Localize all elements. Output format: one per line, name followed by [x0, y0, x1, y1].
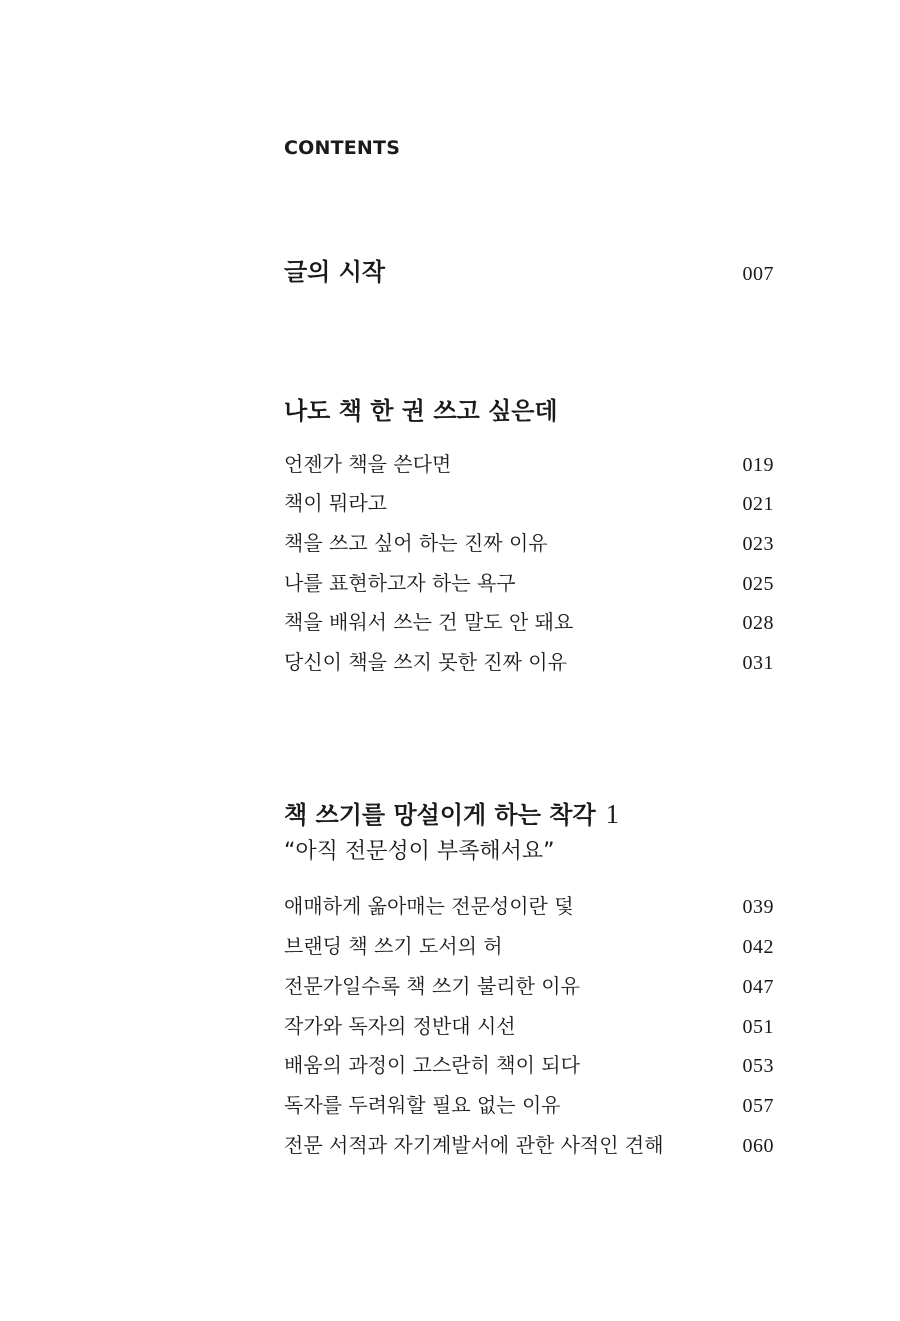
toc-entry-label: 전문가일수록 책 쓰기 불리한 이유 [284, 974, 580, 998]
toc-entry-page: 039 [742, 896, 774, 918]
toc-entry [284, 527, 774, 556]
section2-title: 책 쓰기를 망설이게 하는 착각 [284, 801, 596, 829]
toc-entry-page: 047 [742, 976, 774, 998]
section2-number: 1 [605, 799, 620, 829]
toc-entry-page: 023 [742, 533, 774, 555]
section2-subtitle: “아직 전문성이 부족해서요” [284, 839, 555, 864]
section1-title: 나도 책 한 권 쓰고 싶은데 [284, 397, 558, 425]
contents-heading: CONTENTS [284, 137, 401, 159]
toc-entry [284, 487, 774, 516]
toc-entry-label: 작가와 독자의 정반대 시선 [284, 1014, 516, 1038]
toc-entry [284, 930, 774, 959]
toc-entry-label: 언젠가 책을 쓴다면 [284, 452, 452, 476]
toc-entry [284, 1129, 774, 1158]
intro-title: 글의 시작 [284, 258, 386, 286]
toc-entry-page: 042 [742, 936, 774, 958]
toc-entry-page: 051 [742, 1016, 774, 1038]
toc-entry-label: 당신이 책을 쓰지 못한 진짜 이유 [284, 650, 567, 674]
toc-entry [284, 567, 774, 596]
toc-entry-label: 책을 쓰고 싶어 하는 진짜 이유 [284, 531, 548, 555]
toc-entry [284, 448, 774, 477]
toc-entry-page: 025 [742, 573, 774, 595]
toc-entry-page: 019 [742, 454, 774, 476]
toc-entry-label: 애매하게 옮아매는 전문성이란 덫 [284, 894, 574, 918]
toc-entry-page: 021 [742, 493, 774, 515]
toc-entry [284, 606, 774, 635]
toc-entry [284, 1049, 774, 1078]
intro-page-number: 007 [742, 263, 774, 285]
toc-entry-label: 책을 배워서 쓰는 건 말도 안 돼요 [284, 610, 574, 634]
toc-entry-label: 나를 표현하고자 하는 욕구 [284, 571, 516, 595]
toc-entry-label: 독자를 두려워할 필요 없는 이유 [284, 1093, 561, 1117]
toc-entry-label: 배움의 과정이 고스란히 책이 되다 [284, 1053, 580, 1077]
toc-entry [284, 970, 774, 999]
section2-heading [284, 795, 774, 830]
toc-entry [284, 1010, 774, 1039]
toc-entry-page: 031 [742, 652, 774, 674]
toc-entry-intro [284, 252, 774, 287]
toc-entry [284, 646, 774, 675]
toc-entry-page: 060 [742, 1135, 774, 1157]
toc-entry-page: 057 [742, 1095, 774, 1117]
toc-entry-label: 책이 뭐라고 [284, 491, 387, 515]
toc-entry [284, 1089, 774, 1118]
toc-entry-label: 전문 서적과 자기계발서에 관한 사적인 견해 [284, 1133, 664, 1157]
toc-entry [284, 890, 774, 919]
toc-entry-page: 053 [742, 1055, 774, 1077]
toc-entry-page: 028 [742, 612, 774, 634]
section1-heading [284, 391, 774, 426]
toc-entry-label: 브랜딩 책 쓰기 도서의 허 [284, 934, 503, 958]
